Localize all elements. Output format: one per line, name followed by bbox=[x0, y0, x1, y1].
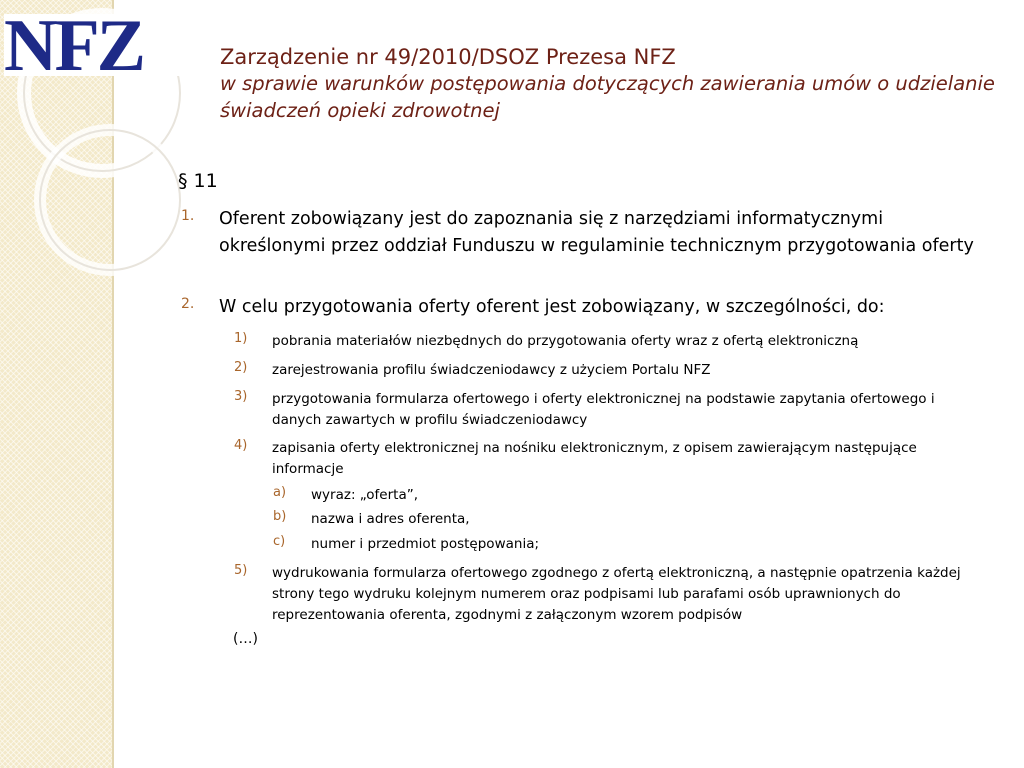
list-item bbox=[181, 206, 979, 260]
sub-list-item-text: pobrania materiałów niezbędnych do przygotowania oferty wraz z ofertą elektroniczną bbox=[272, 333, 859, 349]
list-item-text: Oferent zobowiązany jest do zapoznania się z narzędziami informatycznymi określonymi przez oddział Funduszu w regulaminie technicznym przygotowania oferty bbox=[219, 209, 974, 256]
sub-sub-list-item-text: wyraz: „oferta”, bbox=[311, 487, 419, 503]
list-item bbox=[181, 294, 979, 321]
sub-sub-list-item-number: b) bbox=[273, 509, 287, 524]
title-line-1: Zarządzenie nr 49/2010/DSOZ Prezesa NFZ bbox=[220, 45, 676, 69]
sub-sub-list-item-number: c) bbox=[273, 534, 286, 549]
sub-list-item-text: zapisania oferty elektronicznej na nośniku elektronicznym, z opisem zawierającym następujące informacje bbox=[272, 440, 917, 477]
sub-sub-list-item-text: nazwa i adres oferenta, bbox=[311, 511, 470, 527]
nfz-logo bbox=[4, 5, 188, 87]
list-item-text: W celu przygotowania oferty oferent jest zobowiązany, w szczególności, do: bbox=[219, 297, 885, 317]
sub-list-item bbox=[234, 360, 972, 381]
sub-list-item-text: wydrukowania formularza ofertowego zgodnego z ofertą elektroniczną, a następnie opatrzenia każdej strony tego wydruku kolejnym numerem oraz podpisami lub parafami osób uprawnionych do reprezentowania oferenta, zgodnymi z załączonym wzorem podpisów bbox=[272, 565, 961, 623]
list-item-number: 2. bbox=[181, 296, 195, 312]
sub-list-item-number: 5) bbox=[234, 563, 248, 578]
sub-list-item bbox=[234, 563, 982, 626]
section-heading: § 11 bbox=[178, 170, 218, 192]
sub-sub-list-item-text: numer i przedmiot postępowania; bbox=[311, 536, 540, 552]
sub-list-item-number: 2) bbox=[234, 360, 248, 375]
sub-list-item-number: 1) bbox=[234, 331, 248, 346]
sub-list-item-number: 3) bbox=[234, 389, 248, 404]
sub-list-item bbox=[234, 331, 972, 352]
list-item-number: 1. bbox=[181, 208, 195, 224]
sub-sub-list-item-number: a) bbox=[273, 485, 287, 500]
sub-sub-list-item bbox=[273, 534, 951, 555]
logo-text: NFZ bbox=[4, 5, 143, 87]
continuation-ellipsis: (…) bbox=[233, 631, 258, 647]
slide-title bbox=[220, 44, 1000, 124]
title-line-2: w sprawie warunków postępowania dotyczących zawierania umów o udzielanie świadczeń opieki zdrowotnej bbox=[220, 72, 995, 122]
sub-list-item bbox=[234, 389, 972, 431]
sub-list-item-text: przygotowania formularza ofertowego i oferty elektronicznej na podstawie zapytania ofertowego i danych zawartych w profilu świadczeniodawcy bbox=[272, 391, 935, 428]
sub-list-item-text: zarejestrowania profilu świadczeniodawcy z użyciem Portalu NFZ bbox=[272, 362, 711, 378]
sub-sub-list-item bbox=[273, 485, 951, 506]
sub-sub-list-item bbox=[273, 509, 951, 530]
sub-list-item bbox=[234, 438, 972, 480]
sub-list-item-number: 4) bbox=[234, 438, 248, 453]
